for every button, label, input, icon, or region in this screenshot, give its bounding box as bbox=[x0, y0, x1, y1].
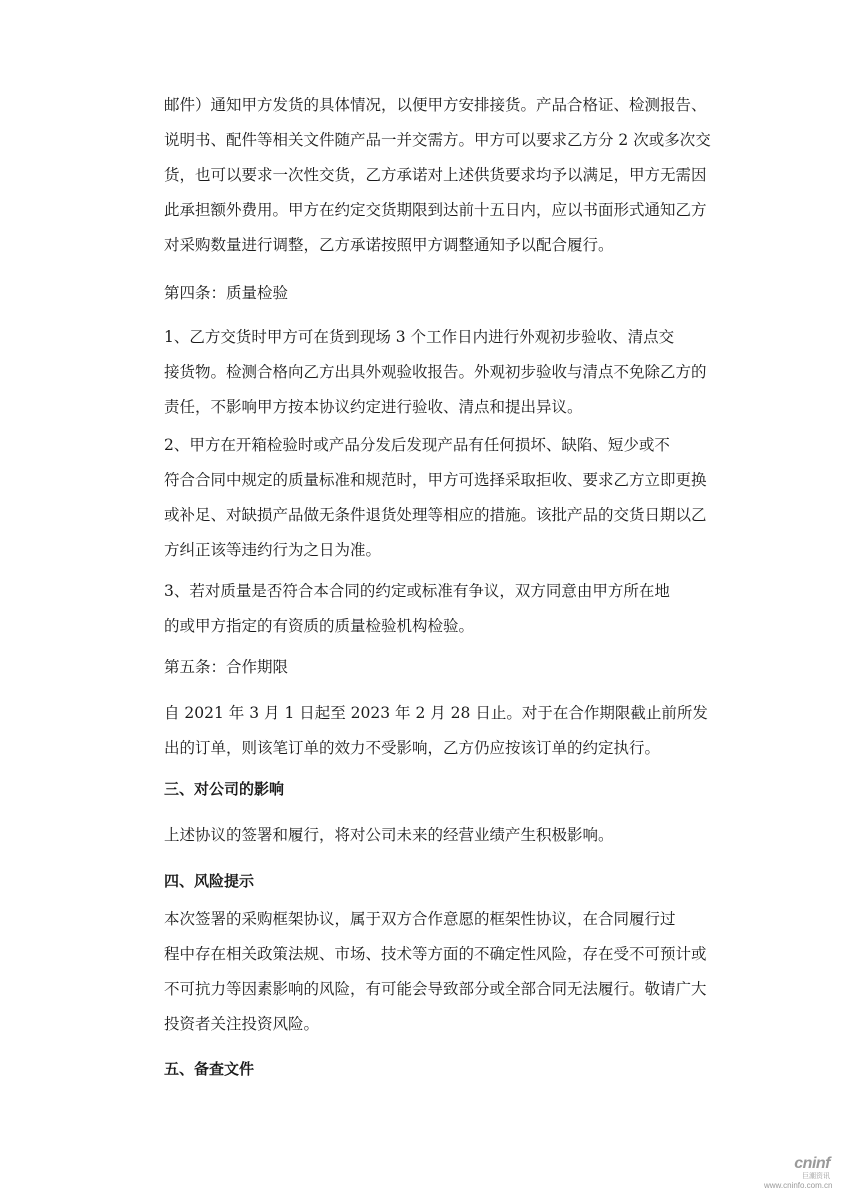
text-line: 对采购数量进行调整，乙方承诺按照甲方调整通知予以配合履行。 bbox=[164, 236, 614, 254]
paragraph-item-2 bbox=[164, 428, 724, 568]
paragraph-item-1 bbox=[164, 320, 724, 425]
text-line: 不可抗力等因素影响的风险，有可能会导致部分或全部合同无法履行。敬请广大 bbox=[164, 980, 707, 998]
cninfo-logo bbox=[764, 1155, 833, 1190]
section-5-title: 五、备查文件 bbox=[164, 1060, 255, 1078]
text-line: 说明书、配件等相关文件随产品一并交需方。甲方可以要求乙方分 2 次或多次交 bbox=[164, 131, 711, 149]
text-line: 符合合同中规定的质量标准和规范时，甲方可选择采取拒收、要求乙方立即更换 bbox=[164, 471, 707, 489]
paragraph-risk bbox=[164, 902, 724, 1042]
paragraph-item-3 bbox=[164, 574, 724, 644]
text-line: 上述协议的签署和履行，将对公司未来的经营业绩产生积极影响。 bbox=[164, 826, 614, 844]
text-line: 2、甲方在开箱检验时或产品分发后发现产品有任何损坏、缺陷、短少或不 bbox=[164, 436, 670, 454]
logo-wordmark: cninf bbox=[794, 1155, 830, 1172]
text-line: 此承担额外费用。甲方在约定交货期限到达前十五日内，应以书面形式通知乙方 bbox=[164, 201, 707, 219]
section-4-title: 四、风险提示 bbox=[164, 872, 255, 890]
text-line: 货，也可以要求一次性交货，乙方承诺对上述供货要求均予以满足，甲方无需因 bbox=[164, 166, 707, 184]
text-line: 投资者关注投资风险。 bbox=[164, 1015, 320, 1033]
text-line: 自 2021 年 3 月 1 日起至 2023 年 2 月 28 日止。对于在合作期限截止前所发 bbox=[164, 704, 708, 722]
text-line: 或补足、对缺损产品做无条件退货处理等相应的措施。该批产品的交货日期以乙 bbox=[164, 506, 707, 524]
text-line: 的或甲方指定的有资质的质量检验机构检验。 bbox=[164, 617, 475, 635]
section-3-title: 三、对公司的影响 bbox=[164, 780, 285, 798]
text-line: 本次签署的采购框架协议，属于双方合作意愿的框架性协议，在合同履行过 bbox=[164, 910, 676, 928]
text-line: 邮件）通知甲方发货的具体情况，以便甲方安排接货。产品合格证、检测报告、 bbox=[164, 96, 707, 114]
text-line: 程中存在相关政策法规、市场、技术等方面的不确定性风险，存在受不可预计或 bbox=[164, 945, 707, 963]
text-line: 1、乙方交货时甲方可在货到现场 3 个工作日内进行外观初步验收、清点交 bbox=[164, 328, 675, 346]
paragraph-delivery bbox=[164, 88, 724, 263]
text-line: 出的订单，则该笔订单的效力不受影响，乙方仍应按该订单的约定执行。 bbox=[164, 739, 661, 757]
logo-url: www.cninfo.com.cn bbox=[764, 1181, 833, 1190]
text-line: 责任，不影响甲方按本协议约定进行验收、清点和提出异议。 bbox=[164, 398, 583, 416]
logo-chinese: 巨潮资讯 bbox=[802, 1172, 830, 1180]
paragraph-impact bbox=[164, 818, 724, 853]
paragraph-period bbox=[164, 696, 724, 766]
text-line: 方纠正该等违约行为之日为准。 bbox=[164, 541, 382, 559]
article-5-title: 第五条：合作期限 bbox=[164, 658, 289, 676]
text-line: 接货物。检测合格向乙方出具外观验收报告。外观初步验收与清点不免除乙方的 bbox=[164, 363, 707, 381]
article-4-title: 第四条：质量检验 bbox=[164, 284, 289, 302]
text-line: 3、若对质量是否符合本合同的约定或标准有争议，双方同意由甲方所在地 bbox=[164, 582, 670, 600]
